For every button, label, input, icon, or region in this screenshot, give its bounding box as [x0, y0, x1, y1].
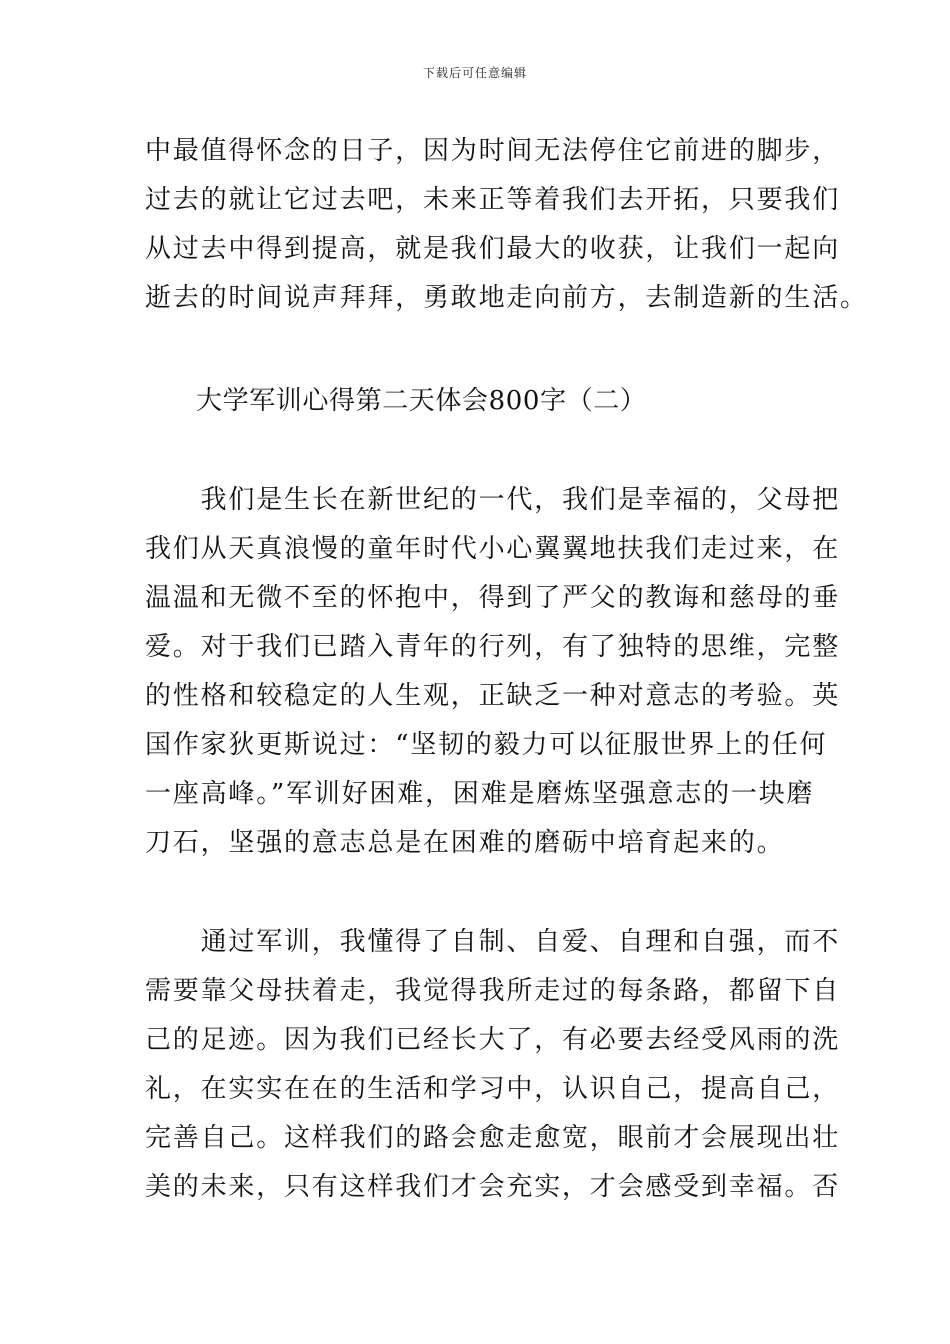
paragraph-line: 礼，在实实在在的生活和学习中，认识自己，提高自己，: [145, 1074, 841, 1104]
paragraph-line: 我们是生长在新世纪的一代，我们是幸福的，父母把: [145, 485, 841, 515]
paragraph-line: 逝去的时间说声拜拜，勇敢地走向前方，去制造新的生活。: [145, 283, 868, 313]
paragraph-line: 通过军训，我懂得了自制、自爱、自理和自强，而不: [145, 927, 841, 957]
paragraph-line: 爱。对于我们已踏入青年的行列，有了独特的思维，完整: [145, 632, 841, 662]
paragraph-line: 温温和无微不至的怀抱中，得到了严父的教诲和慈母的垂: [145, 583, 841, 613]
paragraph-line: 从过去中得到提高，就是我们最大的收获，让我们一起向: [145, 234, 841, 264]
paragraph-line: 完善自己。这样我们的路会愈走愈宽，眼前才会展现出壮: [145, 1123, 841, 1153]
paragraph-line: 我们从天真浪慢的童年时代小心翼翼地扶我们走过来，在: [145, 534, 841, 564]
section-heading: 大学军训心得第二天体会800字（二）: [196, 386, 647, 416]
paragraph-line: 己的足迹。因为我们已经长大了，有必要去经受风雨的洗: [145, 1025, 841, 1055]
paragraph-line: 美的未来，只有这样我们才会充实，才会感受到幸福。否: [145, 1172, 841, 1202]
paragraph-line: 中最值得怀念的日子，因为时间无法停住它前进的脚步，: [145, 136, 841, 166]
paragraph-line: 国作家狄更斯说过：“坚韧的毅力可以征服世界上的任何: [145, 730, 828, 760]
page-header: 下载后可任意编辑: [422, 66, 527, 80]
paragraph-line: 过去的就让它过去吧，未来正等着我们去开拓，只要我们: [145, 185, 841, 215]
paragraph-line: 需要靠父母扶着走，我觉得我所走过的每条路，都留下自: [145, 976, 841, 1006]
paragraph-line: 刀石，坚强的意志总是在困难的磨砺中培育起来的。: [145, 828, 785, 858]
paragraph-line: 的性格和较稳定的人生观，正缺乏一种对意志的考验。英: [145, 681, 841, 711]
paragraph-line: 一座高峰。”军训好困难，困难是磨炼坚强意志的一块磨: [145, 779, 815, 809]
